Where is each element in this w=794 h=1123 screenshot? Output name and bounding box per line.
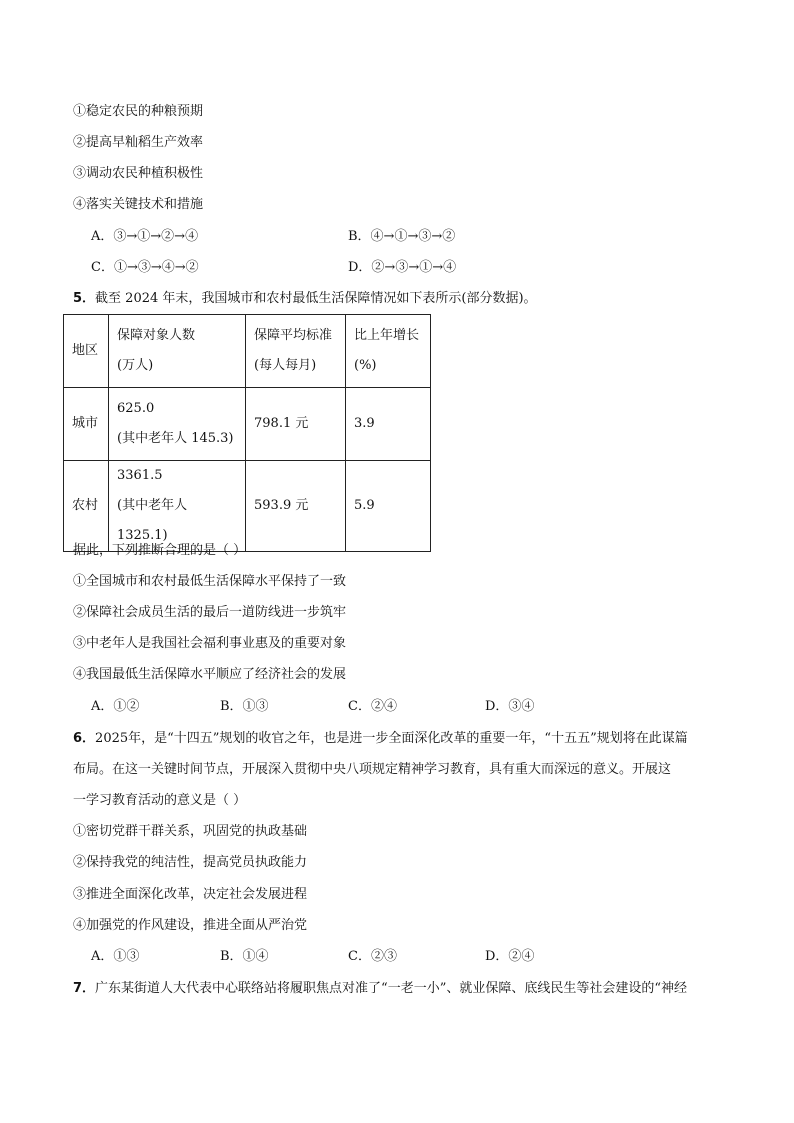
q6-stem-line-3: 一学习教育活动的意义是（ ） xyxy=(73,793,247,808)
q6-stem-text-1: 2025年，是“十四五”规划的收官之年，也是进一步全面深化改革的重要一年，“十五五”规划将在此谋篇 xyxy=(95,731,688,746)
header-count-line2: (万人) xyxy=(117,358,154,373)
q7-stem-text: 广东某街道人大代表中心联络站将履职焦点对准了“一老一小”、就业保障、底线民生等社会建设的“神经 xyxy=(95,981,687,996)
q5-option-b: B．①③ xyxy=(220,699,269,714)
q5-item-1: ①全国城市和农村最低生活保障水平保持了一致 xyxy=(73,574,347,589)
header-standard-line2: (每人每月) xyxy=(254,358,317,373)
row-rural-region: 农村 xyxy=(64,461,109,552)
q6-item-2: ②保持我党的纯洁性，提高党员执政能力 xyxy=(73,855,308,870)
row-city-growth: 3.9 xyxy=(346,388,431,461)
q5-option-a: A．①② xyxy=(91,699,140,714)
row-city-elderly: (其中老年人 145.3) xyxy=(117,431,234,446)
table-row xyxy=(64,461,431,552)
q5-item-4: ④我国最低生活保障水平顺应了经济社会的发展 xyxy=(73,667,347,682)
row-city-region: 城市 xyxy=(64,388,109,461)
row-city-count xyxy=(109,388,246,461)
q5-option-d: D．③④ xyxy=(485,699,535,714)
q4-option-a: A．③→①→②→④ xyxy=(91,229,199,244)
q6-option-d: D．②④ xyxy=(485,949,535,964)
row-rural-count xyxy=(109,461,246,552)
q4-item-1: ①稳定农民的种粮预期 xyxy=(73,104,204,119)
row-rural-growth: 5.9 xyxy=(346,461,431,552)
header-growth xyxy=(346,315,431,388)
q5-question: 据此，下列推断合理的是（ ） xyxy=(73,543,247,558)
q6-item-4: ④加强党的作风建设，推进全面从严治党 xyxy=(73,918,308,933)
q4-option-c: C．①→③→④→② xyxy=(91,260,199,275)
header-standard xyxy=(246,315,346,388)
row-city-count-value: 625.0 xyxy=(117,401,155,416)
q6-option-a: A．①③ xyxy=(91,949,140,964)
q4-item-2: ②提高早籼稻生产效率 xyxy=(73,135,204,150)
q6-item-3: ③推进全面深化改革，决定社会发展进程 xyxy=(73,887,308,902)
q6-option-b: B．①④ xyxy=(220,949,269,964)
row-rural-elderly: (其中老年人 1325.1) xyxy=(117,498,188,543)
q5-item-2: ②保障社会成员生活的最后一道防线进一步筑牢 xyxy=(73,605,347,620)
q6-option-c: C．②③ xyxy=(348,949,397,964)
q4-item-3: ③调动农民种植积极性 xyxy=(73,166,204,181)
q5-stem-text: 截至 2024 年末，我国城市和农村最低生活保障情况如下表所示(部分数据)。 xyxy=(95,291,537,306)
row-rural-standard: 593.9 元 xyxy=(246,461,346,552)
q6-number: 6． xyxy=(73,731,96,746)
header-growth-line2: (%) xyxy=(354,358,377,373)
q5-stem xyxy=(73,290,537,308)
q7-number: 7． xyxy=(73,981,96,996)
q4-option-b: B．④→①→③→② xyxy=(348,229,456,244)
table-header-row xyxy=(64,315,431,388)
q4-option-d: D．②→③→①→④ xyxy=(348,260,457,275)
q7-stem xyxy=(73,980,687,998)
q5-data-table xyxy=(63,314,431,552)
header-standard-line1: 保障平均标准 xyxy=(254,328,333,343)
row-rural-count-value: 3361.5 xyxy=(117,468,163,483)
header-count-line1: 保障对象人数 xyxy=(117,328,196,343)
q4-item-4: ④落实关键技术和措施 xyxy=(73,197,204,212)
header-count xyxy=(109,315,246,388)
q6-item-1: ①密切党群干群关系，巩固党的执政基础 xyxy=(73,824,308,839)
q5-option-c: C．②④ xyxy=(348,699,397,714)
q5-number: 5． xyxy=(73,291,96,306)
q5-item-3: ③中老年人是我国社会福利事业惠及的重要对象 xyxy=(73,636,347,651)
table-row xyxy=(64,388,431,461)
q6-stem-line-1 xyxy=(73,730,688,748)
header-region: 地区 xyxy=(64,315,109,388)
q6-stem-line-2: 布局。在这一关键时间节点，开展深入贯彻中央八项规定精神学习教育，具有重大而深远的意义。开展这 xyxy=(73,762,672,777)
header-growth-line1: 比上年增长 xyxy=(354,328,420,343)
row-city-standard: 798.1 元 xyxy=(246,388,346,461)
